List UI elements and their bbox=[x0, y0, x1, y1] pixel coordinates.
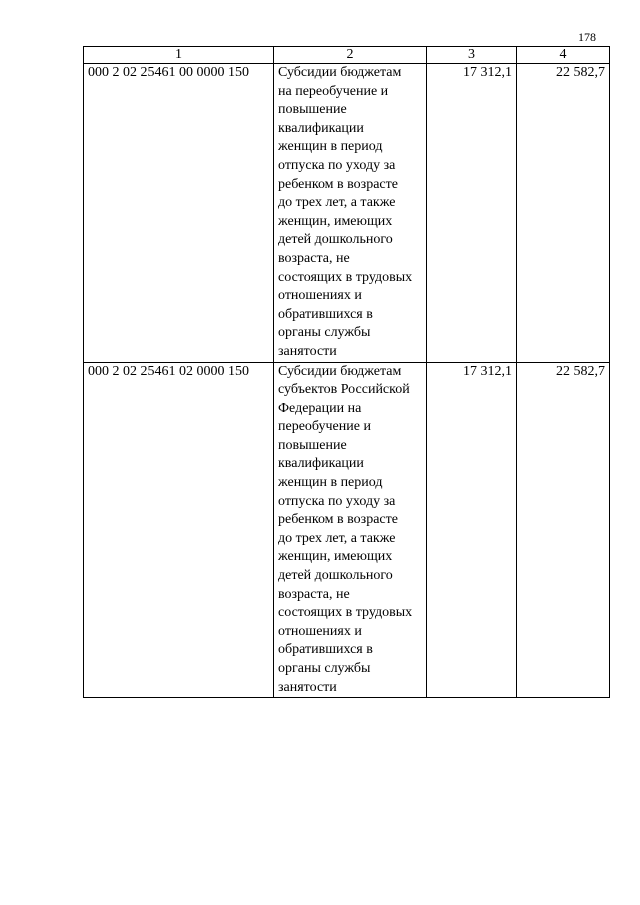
table-row bbox=[84, 64, 610, 363]
income-name: Субсидии бюджетам субъектов Российской Федерации на переобучение и повышение квалификации женщин в период отпуска по уходу за ребенком в возрасте до трех лет, а также женщин, имеющих детей дошкольного возраста, не состоящих в трудовых отношениях и обратившихся в органы службы занятости bbox=[274, 362, 427, 698]
header-row bbox=[84, 47, 610, 64]
amount-column-3: 17 312,1 bbox=[427, 64, 517, 363]
page-number: 178 bbox=[578, 30, 596, 44]
column-header-4: 4 bbox=[517, 47, 610, 64]
income-name: Субсидии бюджетам на переобучение и повышение квалификации женщин в период отпуска по уходу за ребенком в возрасте до трех лет, а также женщин, имеющих детей дошкольного возраста, не состоящих в трудовых отношениях и обратившихся в органы службы занятости bbox=[274, 64, 427, 363]
amount-column-3: 17 312,1 bbox=[427, 362, 517, 698]
amount-column-4: 22 582,7 bbox=[517, 362, 610, 698]
table-row bbox=[84, 362, 610, 698]
column-header-3: 3 bbox=[427, 47, 517, 64]
column-header-1: 1 bbox=[84, 47, 274, 64]
budget-code: 000 2 02 25461 02 0000 150 bbox=[84, 362, 274, 698]
budget-table bbox=[83, 46, 610, 698]
amount-column-4: 22 582,7 bbox=[517, 64, 610, 363]
column-header-2: 2 bbox=[274, 47, 427, 64]
budget-code: 000 2 02 25461 00 0000 150 bbox=[84, 64, 274, 363]
